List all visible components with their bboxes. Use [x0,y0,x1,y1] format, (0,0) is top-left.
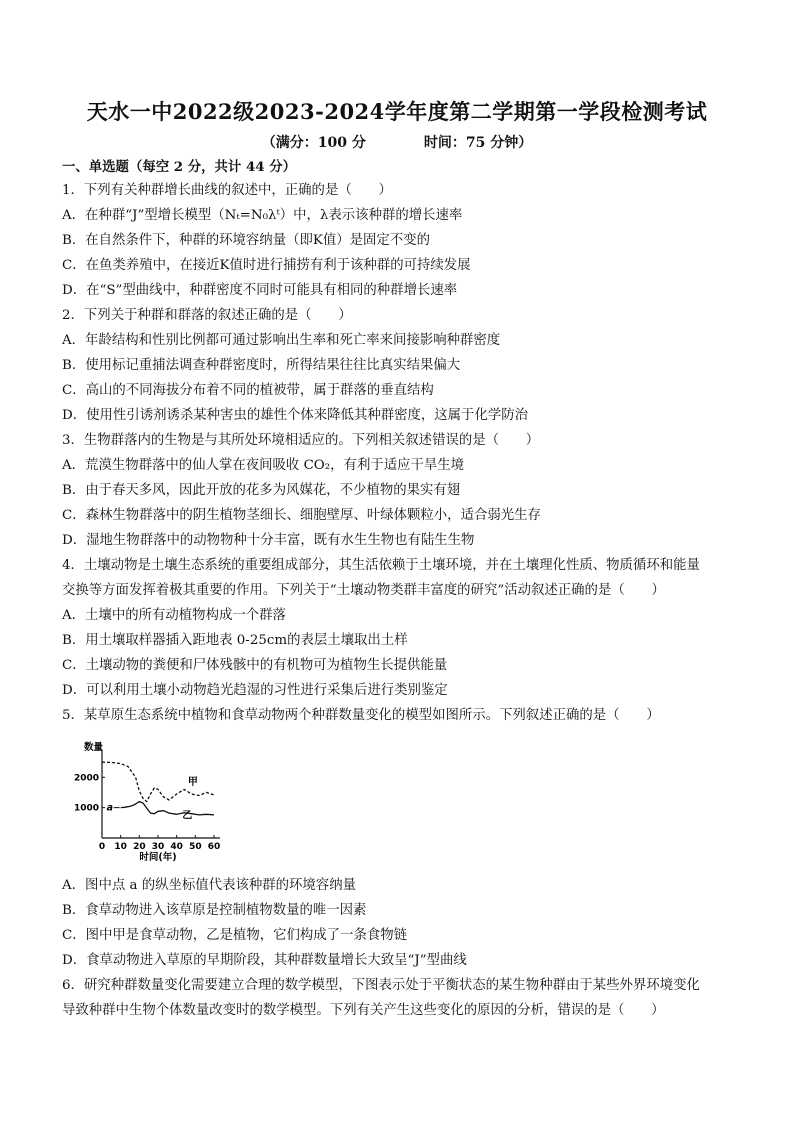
y-tick-label: 1000 [73,803,99,814]
q5-stem: 5．某草原生态系统中植物和食草动物两个种群数量变化的模型如图所示。下列叙述正确的是（ ） [62,708,660,723]
q2-option-b: B．使用标记重捕法调查种群密度时，所得结果往往比真实结果偏大 [62,358,461,373]
q3-option-a: A．荒漠生物群落中的仙人掌在夜间吸收 CO₂，有利于适应干旱生境 [62,458,465,473]
series-jia-label: 甲 [187,776,198,788]
q4-option-b: B．用土壤取样器插入距地表 0-25cm的表层土壤取出土样 [62,633,408,648]
q3-option-b: B．由于春天多风，因此开放的花多为风媒花，不少植物的果实有翅 [62,483,461,498]
q4-option-a: A．土壤中的所有动植物构成一个群落 [62,608,286,623]
q3-option-c: C．森林生物群落中的阴生植物茎细长、细胞壁厚、叶绿体颗粒小，适合弱光生存 [62,508,541,523]
q5-option-c: C．图中甲是食草动物，乙是植物，它们构成了一条食物链 [62,928,408,943]
x-tick-label: 30 [151,842,165,852]
q6-stem-line1: 6．研究种群数量变化需要建立合理的数学模型，下图表示处于平衡状态的某生物种群由于某些外界环境变化 [62,978,700,993]
series-line-yi [121,802,214,815]
exam-meta [0,132,794,152]
q4-stem-line1: 4．土壤动物是土壤生态系统的重要组成部分，其生活依赖于土壤环境，并在土壤理化性质、物质循环和能量 [62,558,700,573]
section-heading: 一、单选题（每空 2 分，共计 44 分） [62,159,297,175]
population-chart [73,740,240,865]
q4-option-d: D．可以利用土壤小动物趋光趋湿的习性进行采集后进行类别鉴定 [62,683,448,698]
time-limit: 时间：75 分钟） [423,135,533,151]
q5-option-b: B．食草动物进入该草原是控制植物数量的唯一因素 [62,903,367,918]
exam-title: 天水一中2022级2023-2024学年度第二学期第一学段检测考试 [86,99,708,124]
population-chart-svg [73,740,240,865]
x-tick-label: 60 [207,842,221,852]
q2-stem: 2．下列关于种群和群落的叙述正确的是（ ） [62,308,352,323]
y-tick-label: 2000 [73,773,99,784]
q1-option-a: A．在种群“J”型增长模型（Nₜ=N₀λᵗ）中，λ表示该种群的增长速率 [62,208,463,223]
q5-option-d: D．食草动物进入草原的早期阶段，其种群数量增长大致呈“J”型曲线 [62,953,467,968]
q4-option-c: C．土壤动物的粪便和尸体残骸中的有机物可为植物生长提供能量 [62,658,448,673]
q3-stem: 3．生物群落内的生物是与其所处环境相适应的。下列相关叙述错误的是（ ） [62,433,540,448]
x-tick-label: 40 [170,842,183,852]
x-tick-label: 50 [189,842,202,852]
q6-stem-line2: 导致种群中生物个体数量改变时的数学模型。下列有关产生这些变化的原因的分析，错误的是（ ） [62,1003,665,1018]
full-score: （满分：100 分 [261,135,366,151]
q5-option-a: A．图中点 a 的纵坐标值代表该种群的环境容纳量 [62,878,356,893]
point-a-label: a [106,802,114,814]
q1-option-b: B．在自然条件下，种群的环境容纳量（即K值）是固定不变的 [62,233,430,248]
q2-option-d: D．使用性引诱剂诱杀某种害虫的雄性个体来降低其种群密度，这属于化学防治 [62,408,529,423]
x-tick-label: 20 [133,842,146,852]
q1-option-d: D．在“S”型曲线中，种群密度不同时可能具有相同的种群增长速率 [62,283,458,298]
q4-stem-line2: 交换等方面发挥着极其重要的作用。下列关于“土壤动物类群丰富度的研究”活动叙述正确的是（ ） [62,583,665,598]
x-tick-label: 10 [114,842,127,852]
series-yi-label: 乙 [182,810,193,822]
q1-stem: 1．下列有关种群增长曲线的叙述中，正确的是（ ） [62,183,392,198]
q1-option-c: C．在鱼类养殖中，在接近K值时进行捕捞有利于该种群的可持续发展 [62,258,471,273]
q2-option-a: A．年龄结构和性别比例都可通过影响出生率和死亡率来间接影响种群密度 [62,333,501,348]
q3-option-d: D．湿地生物群落中的动物物种十分丰富，既有水生生物也有陆生生物 [62,533,475,548]
x-tick-label: 0 [98,842,106,852]
q2-option-c: C．高山的不同海拔分布着不同的植被带，属于群落的垂直结构 [62,383,434,398]
x-axis-label: 时间(年) [139,852,177,863]
y-axis-label: 数量 [84,742,104,753]
